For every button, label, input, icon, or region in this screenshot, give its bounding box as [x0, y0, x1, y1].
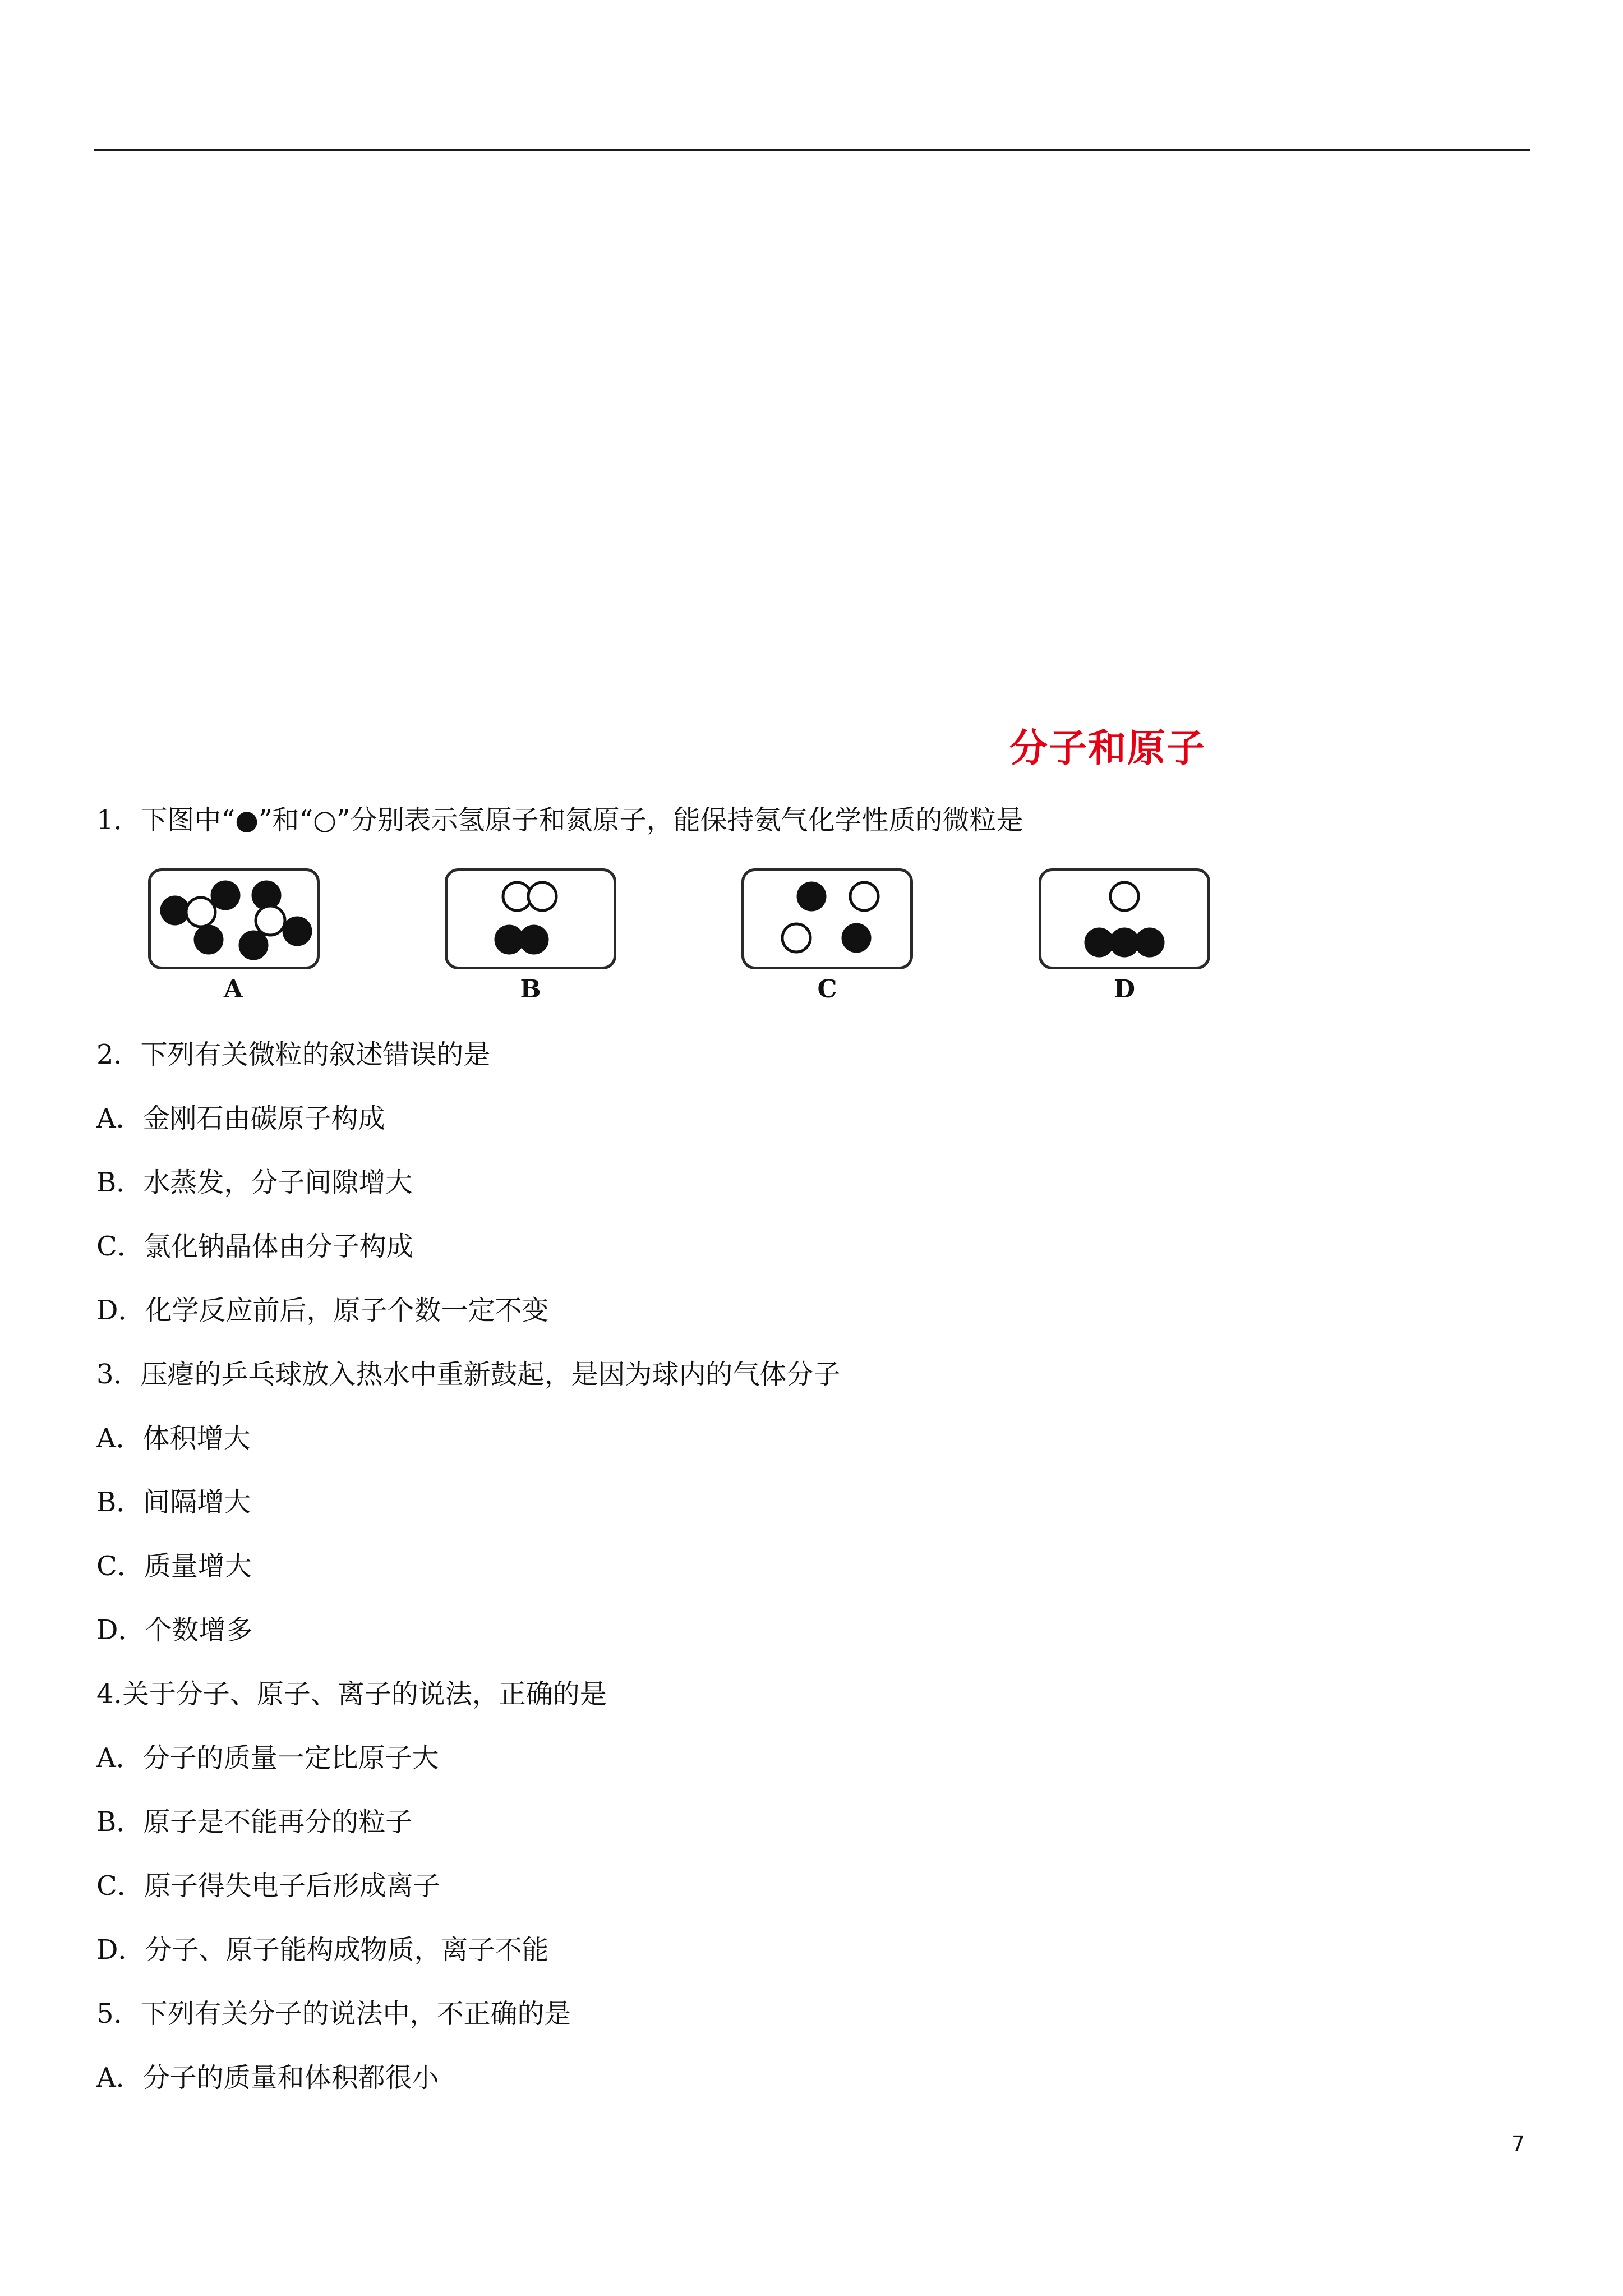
question-4-option-c: C．原子得失电子后形成离子 [96, 1870, 440, 1902]
hydrogen-atom [195, 926, 222, 953]
figure-b-molecules [496, 882, 556, 953]
figure-label-b: B [520, 975, 541, 1004]
hydrogen-atom [520, 926, 547, 953]
question-2-option-c: C．氯化钠晶体由分子构成 [96, 1231, 413, 1262]
hydrogen-atom [240, 932, 267, 959]
q1-stem-mid: ”和“ [258, 804, 313, 836]
question-2-option-b: B．水蒸发，分子间隙增大 [96, 1167, 413, 1198]
hydrogen-atom [1136, 929, 1163, 956]
hydrogen-atom [1111, 929, 1138, 956]
hydrogen-atom [162, 897, 188, 924]
q1-stem-suffix: ”分别表示氢原子和氮原子，能保持氨气化学性质的微粒是 [336, 804, 1023, 836]
question-5-stem: 5．下列有关分子的说法中，不正确的是 [96, 1998, 571, 2030]
page-title: 分子和原子 [1009, 726, 1206, 771]
figure-label-c: C [817, 975, 837, 1004]
question-3-option-c: C．质量增大 [96, 1550, 252, 1582]
hydrogen-atom [212, 882, 239, 909]
question-2-option-d: D．化学反应前后，原子个数一定不变 [96, 1295, 549, 1326]
question-3-option-d: D．个数增多 [96, 1614, 253, 1646]
question-3-option-b: B．间隔增大 [96, 1487, 251, 1518]
figure-label-a: A [223, 975, 243, 1004]
question-4-option-b: B．原子是不能再分的粒子 [96, 1806, 413, 1838]
question-5-option-a: A．分子的质量和体积都很小 [96, 2062, 439, 2093]
page-number: 7 [1511, 2132, 1525, 2156]
question-4-option-a: A．分子的质量一定比原子大 [96, 1742, 439, 1774]
figure-label-d: D [1113, 975, 1136, 1004]
hydrogen-atom [496, 926, 523, 953]
question-4-option-d: D．分子、原子能构成物质，离子不能 [96, 1934, 549, 1966]
hydrogen-atom [284, 918, 311, 945]
hydrogen-atom [843, 924, 870, 951]
question-4-stem: 4.关于分子、原子、离子的说法，正确的是 [96, 1678, 607, 1710]
hydrogen-atom [253, 882, 280, 909]
hydrogen-atom [798, 883, 825, 910]
question-2-option-a: A．金刚石由碳原子构成 [96, 1103, 385, 1134]
question-3-stem: 3．压瘪的乒乓球放入热水中重新鼓起，是因为球内的气体分子 [96, 1359, 841, 1390]
hydrogen-atom [1086, 929, 1113, 956]
nitrogen-atom [850, 882, 878, 910]
figure-c-atoms [782, 882, 878, 952]
figure-a-molecules [162, 882, 311, 959]
q1-white-symbol: ○ [313, 804, 336, 836]
q1-black-symbol: ● [235, 804, 259, 836]
nitrogen-atom [782, 924, 810, 952]
q1-stem-prefix: 1．下图中“ [96, 804, 236, 836]
question-2-stem: 2．下列有关微粒的叙述错误的是 [96, 1039, 491, 1070]
nitrogen-atom [1110, 882, 1138, 910]
nitrogen-atom [528, 882, 556, 910]
nitrogen-atom [186, 898, 215, 927]
figure-d-atoms [1086, 882, 1163, 956]
question-3-option-a: A．体积增大 [96, 1423, 251, 1454]
nitrogen-atom [256, 906, 285, 935]
